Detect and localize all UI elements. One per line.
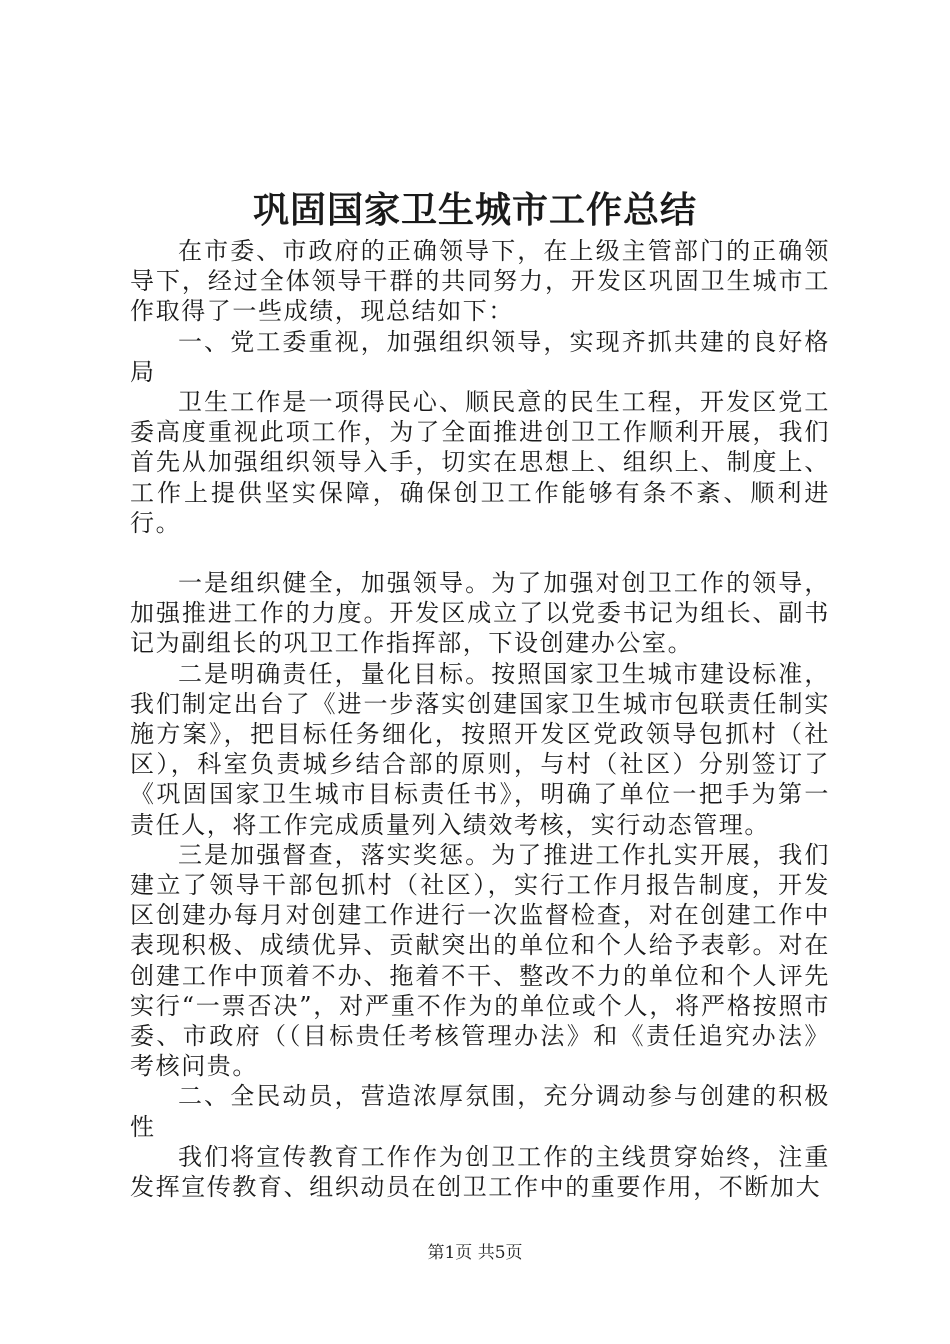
point-1-paragraph: 一是组织健全，加强领导。为了加强对创卫工作的领导，加强推进工作的力度。开发区成立了以党委书记为组长、副书记为副组长的巩卫工作指挥部，下设创建办公室。: [130, 569, 830, 658]
intro-paragraph: 在市委、市政府的正确领导下，在上级主管部门的正确领导下，经过全体领导干群的共同努力，开发区巩固卫生城市工作取得了一些成绩，现总结如下：: [130, 237, 830, 326]
section-heading-2: 二、全民动员，营造浓厚氛围，充分调动参与创建的积极性: [130, 1082, 830, 1141]
paragraph-spacer: [130, 538, 830, 568]
page-footer: 第1页 共5页: [427, 1243, 523, 1263]
section-1-paragraph: 卫生工作是一项得民心、顺民意的民生工程，开发区党工委高度重视此项工作，为了全面推进创卫工作顺利开展，我们首先从加强组织领导入手，切实在思想上、组织上、制度上、工作上提供坚实保障，确保创卫工作能够有条不紊、顺利进行。: [130, 388, 830, 537]
point-2-paragraph: 二是明确责任，量化目标。按照国家卫生城市建设标准，我们制定出台了《进一步落实创建国家卫生城市包联责任制实施方案》，把目标任务细化，按照开发区党政领导包抓村（社区），科室负责城乡结合部的原则，与村（社区）分别签订了《巩固国家卫生城市目标责任书》，明确了单位一把手为第一责任人，将工作完成质量列入绩效考核，实行动态管理。: [130, 659, 830, 839]
section-2-paragraph: 我们将宣传教育工作作为创卫工作的主线贯穿始终，注重发挥宣传教育、组织动员在创卫工作中的重要作用，不断加大: [130, 1142, 830, 1202]
section-heading-1: 一、党工委重视，加强组织领导，实现齐抓共建的良好格局: [130, 327, 830, 386]
point-3-paragraph: 三是加强督查，落实奖惩。为了推进工作扎实开展，我们建立了领导干部包抓村（社区），实行工作月报告制度，开发区创建办每月对创建工作进行一次监督检查，对在创建工作中表现积极、成绩优异、贡献突出的单位和个人给予表彰。对在创建工作中顶着不办、拖着不干、整改不力的单位和个人评先实行“一票否决”，对严重不作为的单位或个人，将严格按照市委、市政府（（目标贵任考核管理办法》和《责任追究办法》考核问贵。: [130, 840, 830, 1081]
document-body: [130, 236, 830, 1202]
document-title: 巩固国家卫生城市工作总结: [252, 189, 697, 231]
